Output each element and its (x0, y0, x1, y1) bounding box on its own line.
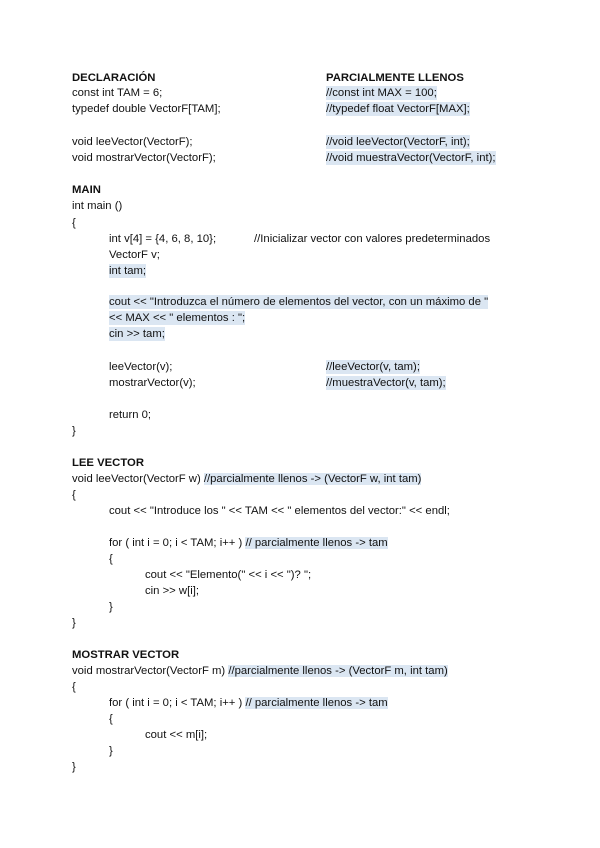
main-code-comment: //leeVector(v, tam); (326, 361, 420, 373)
lee-open-brace: { (72, 489, 76, 501)
main-code-comment: //muestraVector(v, tam); (326, 377, 446, 389)
declaracion-line: void leeVector(VectorF); (72, 136, 193, 148)
parcial-heading: PARCIALMENTE LLENOS (326, 72, 464, 84)
main-code-line: int tam; (109, 265, 147, 277)
mostrar-open-brace: { (72, 681, 76, 693)
lee-signature: void leeVector(VectorF w) (72, 473, 204, 485)
declaracion-line: void mostrarVector(VectorF); (72, 152, 216, 164)
lee-for-open-brace: { (109, 553, 113, 565)
parcial-comment-line: //void leeVector(VectorF, int); (326, 136, 470, 148)
lee-close-brace: } (72, 617, 76, 629)
mostrar-code-line: cout << m[i]; (145, 729, 208, 741)
parcial-comment-line: //const int MAX = 100; (326, 87, 437, 99)
main-code-line: cin >> tam; (109, 328, 165, 340)
main-code-line: leeVector(v); (109, 361, 173, 373)
lee-code-line: cout << "Elemento(" << i << ")? "; (145, 569, 312, 581)
parcial-comment-line: //void muestraVector(VectorF, int); (326, 152, 496, 164)
main-code-line: cout << "Introduzca el número de elementos del vector, con un máximo de " (109, 296, 489, 308)
main-code-comment: //Inicializar vector con valores predeterminados (254, 233, 491, 245)
main-open-brace: { (72, 217, 76, 229)
declaracion-line: const int TAM = 6; (72, 87, 163, 99)
main-code-line: mostrarVector(v); (109, 377, 196, 389)
main-code-line: << MAX << " elementos : "; (109, 312, 246, 324)
lee-for-close-brace: } (109, 601, 113, 613)
main-close-brace: } (72, 425, 76, 437)
parcial-comment-line: //typedef float VectorF[MAX]; (326, 103, 470, 115)
main-code-line: int v[4] = {4, 6, 8, 10}; (109, 233, 217, 245)
main-code-line: VectorF v; (109, 249, 160, 261)
main-signature: int main () (72, 200, 123, 212)
main-heading: MAIN (72, 184, 101, 196)
mostrar-for-close-brace: } (109, 745, 113, 757)
mostrar-signature-line (72, 664, 448, 678)
mostrar-heading: MOSTRAR VECTOR (72, 649, 180, 661)
main-code-line: return 0; (109, 409, 152, 421)
mostrar-signature: void mostrarVector(VectorF m) (72, 665, 229, 677)
declaracion-heading: DECLARACIÓN (72, 72, 156, 84)
lee-for-line (109, 536, 388, 550)
mostrar-close-brace: } (72, 761, 76, 773)
mostrar-signature-comment: //parcialmente llenos -> (VectorF m, int tam) (228, 665, 448, 677)
lee-heading: LEE VECTOR (72, 457, 144, 469)
lee-code-line: cout << "Introduce los " << TAM << " elementos del vector:" << endl; (109, 505, 450, 517)
mostrar-for-comment: // parcialmente llenos -> tam (245, 697, 388, 709)
mostrar-for-line (109, 696, 388, 710)
declaracion-line: typedef double VectorF[TAM]; (72, 103, 221, 115)
mostrar-for-open-brace: { (109, 713, 113, 725)
lee-signature-line (72, 472, 421, 486)
lee-code-line: cin >> w[i]; (145, 585, 199, 597)
lee-signature-comment: //parcialmente llenos -> (VectorF w, int tam) (203, 473, 422, 485)
lee-for-statement: for ( int i = 0; i < TAM; i++ ) (109, 537, 246, 549)
mostrar-for-statement: for ( int i = 0; i < TAM; i++ ) (109, 697, 246, 709)
lee-for-comment: // parcialmente llenos -> tam (245, 537, 388, 549)
